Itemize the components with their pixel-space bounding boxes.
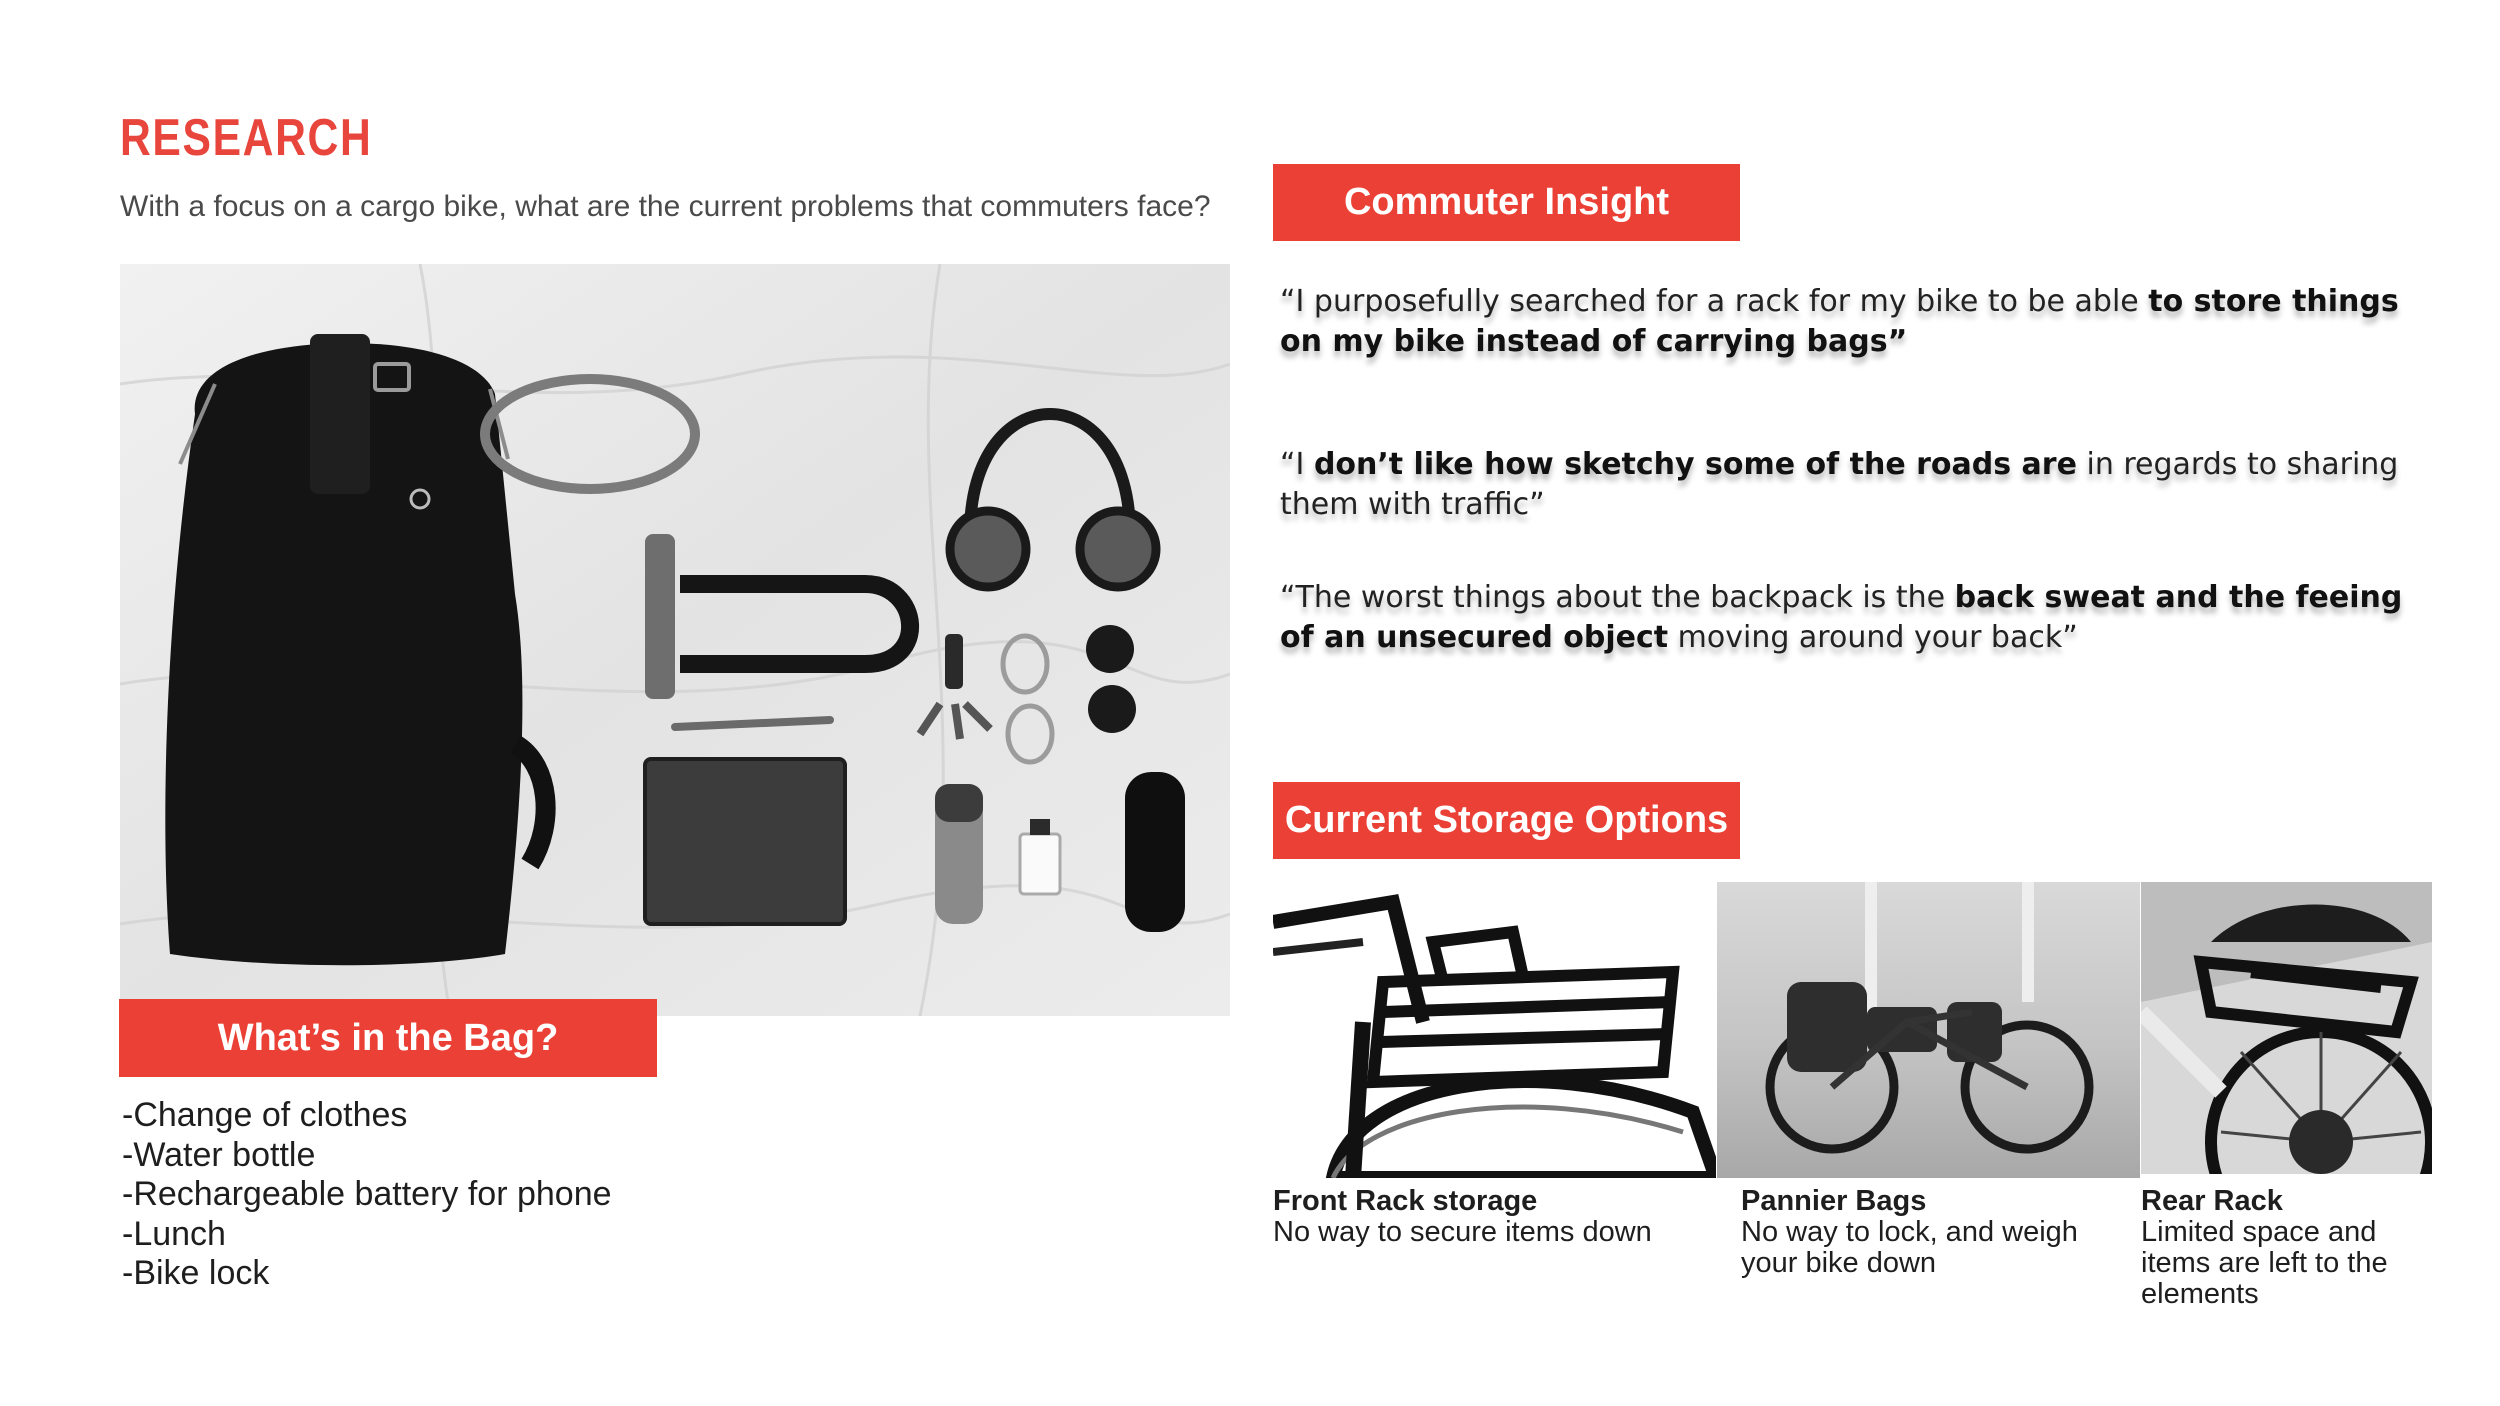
quote-text: “The worst things about the backpack is the (1280, 580, 1955, 615)
page-title: RESEARCH (120, 109, 373, 167)
quote-text: “I (1280, 447, 1314, 482)
storage-option-desc: No way to secure items down (1273, 1216, 1652, 1248)
quote-text: in regards to sharing them with traffic” (1280, 447, 2399, 522)
list-item: -Change of clothes (122, 1096, 408, 1134)
list-item: -Water bottle (122, 1135, 316, 1174)
list-item: -Bike lock (122, 1254, 270, 1292)
storage-option-desc: No way to lock, and weigh your bike down (1741, 1216, 2078, 1279)
quote-emphasis: to store things on my bike instead of carrying bags” (1280, 284, 2399, 359)
quote-text: moving around your back” (1668, 620, 2078, 655)
storage-option-title: Pannier Bags (1741, 1185, 1927, 1217)
insight-section-label: Commuter Insight (1273, 164, 1740, 241)
storage-option-title: Rear Rack (2141, 1185, 2283, 1217)
page-subtitle: With a focus on a cargo bike, what are the current problems that commuters face? (120, 190, 1211, 223)
rear-rack-illustration (2141, 882, 2432, 1174)
storage-section-label: Current Storage Options (1273, 782, 1740, 859)
bag-contents-photo (120, 264, 1230, 1016)
commuter-quote-2 (1280, 445, 2420, 525)
pannier-bags-photo (1717, 882, 2140, 1178)
list-item: -Lunch (122, 1214, 226, 1253)
storage-option-pannier (1741, 1186, 2131, 1279)
bag-items-list (122, 1096, 612, 1294)
pannier-bike-illustration (1717, 882, 2140, 1178)
list-item: -Rechargeable battery for phone (122, 1175, 612, 1213)
commuter-quote-1 (1280, 282, 2420, 362)
quote-emphasis: back sweat and the feeing of an unsecured object (1280, 580, 2403, 655)
storage-option-front-rack (1273, 1186, 1713, 1248)
storage-option-rear-rack (2141, 1186, 2431, 1310)
storage-option-title: Front Rack storage (1273, 1185, 1538, 1217)
flat-lay-illustration (120, 264, 1230, 1016)
commuter-quote-3 (1280, 578, 2420, 658)
bag-section-label: What’s in the Bag? (119, 999, 657, 1077)
glasses-case (1125, 772, 1185, 932)
rear-rack-photo (2141, 882, 2432, 1174)
front-rack-illustration (1273, 882, 1716, 1178)
storage-option-desc: Limited space and items are left to the elements (2141, 1216, 2388, 1310)
quote-emphasis: don’t like how sketchy some of the roads are (1313, 447, 2077, 482)
quote-text: “I purposefully searched for a rack for my bike to be able (1280, 284, 2149, 319)
notebook (645, 759, 845, 924)
front-rack-photo (1273, 882, 1716, 1178)
deodorant (935, 784, 983, 924)
